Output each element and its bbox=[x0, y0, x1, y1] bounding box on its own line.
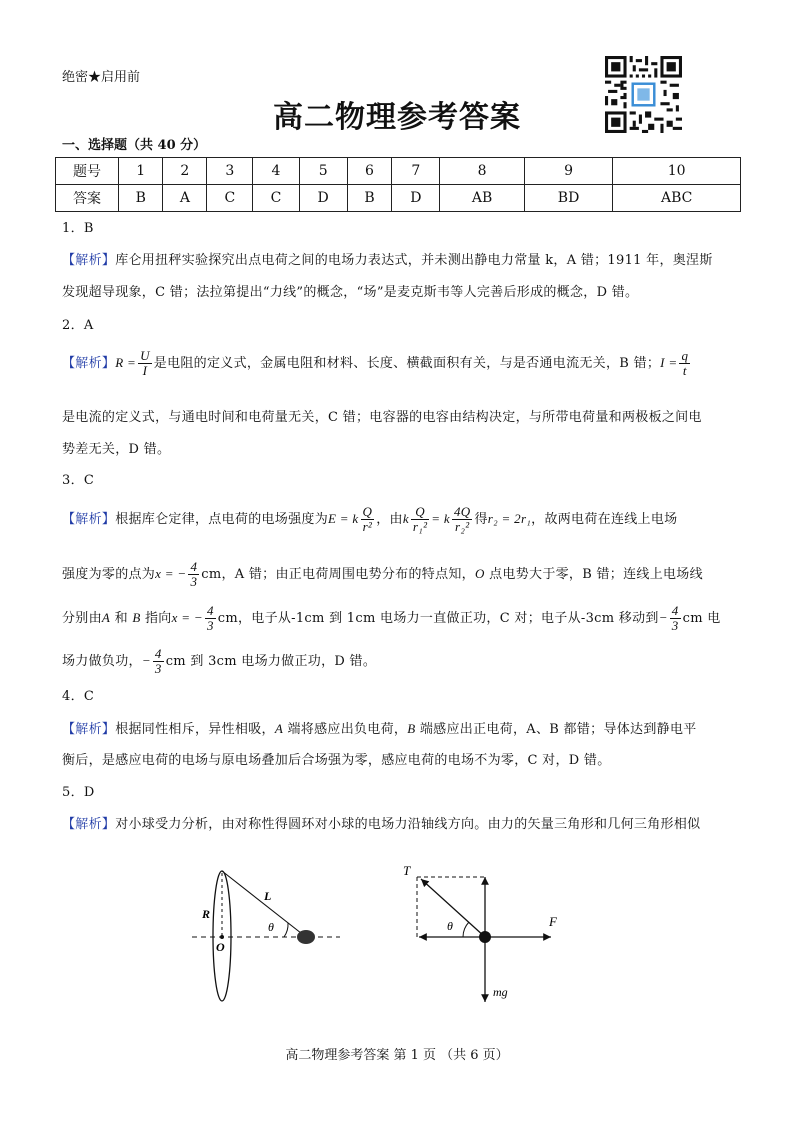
table-cell: C bbox=[207, 185, 253, 212]
page-title: 高二物理参考答案 bbox=[273, 100, 521, 135]
page-footer: 高二物理参考答案 第 1 页 （共 6 页） bbox=[285, 1048, 509, 1063]
q3-line2: 强度为零的点为x = − $\frac{4}{3}$ cm，A 错；由正电荷周围电势分布的特点知，O 点电势大于零，B 错；连线上电场线 bbox=[62, 559, 703, 589]
center-dot bbox=[220, 935, 224, 939]
q3-heading: 3．C bbox=[62, 473, 95, 488]
table-cell: AB bbox=[440, 185, 524, 212]
q3-line3: 分别由A 和 B 指向x = − $\frac{4}{3}$ cm，电子从-1cm 到 1cm 电场力一直做正功，C 对；电子从-3cm 移动到− $\frac{4}{3}$ cm 电 bbox=[62, 603, 721, 633]
table-cell: BD bbox=[524, 185, 613, 212]
table-cell: 1 bbox=[119, 158, 163, 185]
table-cell: D bbox=[392, 185, 440, 212]
angle-arc bbox=[463, 922, 469, 937]
table-cell: 3 bbox=[207, 158, 253, 185]
analysis-tag: 【解析】 bbox=[62, 253, 116, 268]
arrow-T bbox=[421, 879, 485, 937]
analysis-tag: 【解析】 bbox=[62, 722, 116, 737]
table-cell: 9 bbox=[524, 158, 613, 185]
analysis-tag: 【解析】 bbox=[62, 817, 116, 832]
analysis-tag: 【解析】 bbox=[62, 356, 116, 371]
ring-ball-figure bbox=[180, 860, 350, 1010]
qr-code bbox=[605, 56, 682, 133]
table-cell: 8 bbox=[440, 158, 524, 185]
q2-line3: 势差无关，D 错。 bbox=[62, 442, 171, 457]
table-cell: 5 bbox=[299, 158, 347, 185]
ball bbox=[297, 930, 315, 944]
fraction: $\frac{4}{3}$ bbox=[190, 559, 198, 589]
table-cell: 4 bbox=[253, 158, 299, 185]
analysis-tag: 【解析】 bbox=[62, 512, 116, 527]
fraction: $\frac{Q}{\text{r₁²}}$ bbox=[412, 504, 428, 534]
q4-line1: 【解析】根据同性相斥，异性相吸，A 端将感应出负电荷，B 端感应出正电荷，A、B 都错；导体达到静电平 bbox=[62, 721, 697, 737]
confidential-label: 绝密★启用前 bbox=[62, 70, 141, 85]
label-O: O bbox=[216, 940, 225, 954]
fraction: $\frac{q}{t}$ bbox=[681, 348, 689, 378]
angle-arc bbox=[284, 923, 288, 937]
table-cell: A bbox=[163, 185, 207, 212]
ball-point bbox=[479, 931, 491, 943]
table-cell: 7 bbox=[392, 158, 440, 185]
q2-heading: 2．A bbox=[62, 318, 94, 333]
fraction: $\frac{4}{3}$ bbox=[154, 646, 162, 676]
fraction: $\frac{4Q}{\text{r₂²}}$ bbox=[453, 504, 471, 534]
label-R: R bbox=[202, 907, 211, 921]
fraction: $\frac{4}{3}$ bbox=[206, 603, 214, 633]
q5-line1: 【解析】对小球受力分析，由对称性得圆环对小球的电场力沿轴线方向。由力的矢量三角形和几何三角形相似 bbox=[62, 817, 701, 832]
q3-line1: 【解析】根据库仑定律，点电荷的电场强度为E = k $\frac{Q}{\text{r²}}$ ，由k $\frac{Q}{\text{r₁²}}$ = k $\frac{4Q}{\text{r₂²}}$ 得r₂ = 2r₁，故两电荷在连线上电场 bbox=[62, 504, 678, 534]
section-title: 一、选择题（共 40 分） bbox=[62, 138, 207, 153]
q4-heading: 4．C bbox=[62, 689, 95, 704]
label-theta: θ bbox=[268, 920, 274, 934]
table-cell: B bbox=[347, 185, 391, 212]
table-row-answers bbox=[56, 185, 741, 212]
table-header-cell: 答案 bbox=[56, 185, 119, 212]
fraction: $\frac{U}{I}$ bbox=[140, 348, 150, 378]
table-cell: 6 bbox=[347, 158, 391, 185]
table-cell: C bbox=[253, 185, 299, 212]
fraction: $\frac{4}{3}$ bbox=[671, 603, 679, 633]
q3-line4: 场力做负功，− $\frac{4}{3}$ cm 到 3cm 电场力做正功，D 错。 bbox=[62, 646, 377, 676]
q1-line2: 发现超导现象，C 错；法拉第提出“力线”的概念，“场”是麦克斯韦等人完善后形成的概念，D 错。 bbox=[62, 285, 639, 300]
label-mg: mg bbox=[493, 985, 508, 999]
table-cell: D bbox=[299, 185, 347, 212]
label-theta: θ bbox=[447, 919, 453, 933]
q5-heading: 5．D bbox=[62, 785, 95, 800]
label-L: L bbox=[264, 889, 272, 903]
table-cell: 10 bbox=[613, 158, 741, 185]
string-line bbox=[222, 871, 306, 937]
table-row-numbers bbox=[56, 158, 741, 185]
q4-line2: 衡后，是感应电荷的电场与原电场叠加后合场强为零，感应电荷的电场不为零，C 对，D 错。 bbox=[62, 753, 611, 768]
answer-table bbox=[55, 157, 741, 212]
q1-line1: 【解析】库仑用扭秤实验探究出点电荷之间的电场力表达式，并未测出静电力常量 k，A 错；1911 年，奥涅斯 bbox=[62, 253, 713, 268]
fraction: $\frac{Q}{\text{r²}}$ bbox=[362, 504, 373, 534]
table-header-cell: 题号 bbox=[56, 158, 119, 185]
table-cell: ABC bbox=[613, 185, 741, 212]
table-cell: 2 bbox=[163, 158, 207, 185]
q2-line1: 【解析】R = $\frac{U}{I}$ 是电阻的定义式，金属电阻和材料、长度、横截面积有关，与是否通电流无关，B 错；I = $\frac{q}{t}$ bbox=[62, 348, 689, 378]
force-diagram bbox=[395, 860, 575, 1010]
label-T: T bbox=[403, 863, 411, 878]
table-cell: B bbox=[119, 185, 163, 212]
q1-heading: 1．B bbox=[62, 221, 94, 236]
q2-line2: 是电流的定义式，与通电时间和电荷量无关，C 错；电容器的电容由结构决定，与所带电荷量和两极板之间电 bbox=[62, 410, 702, 425]
label-F: F bbox=[549, 914, 557, 929]
